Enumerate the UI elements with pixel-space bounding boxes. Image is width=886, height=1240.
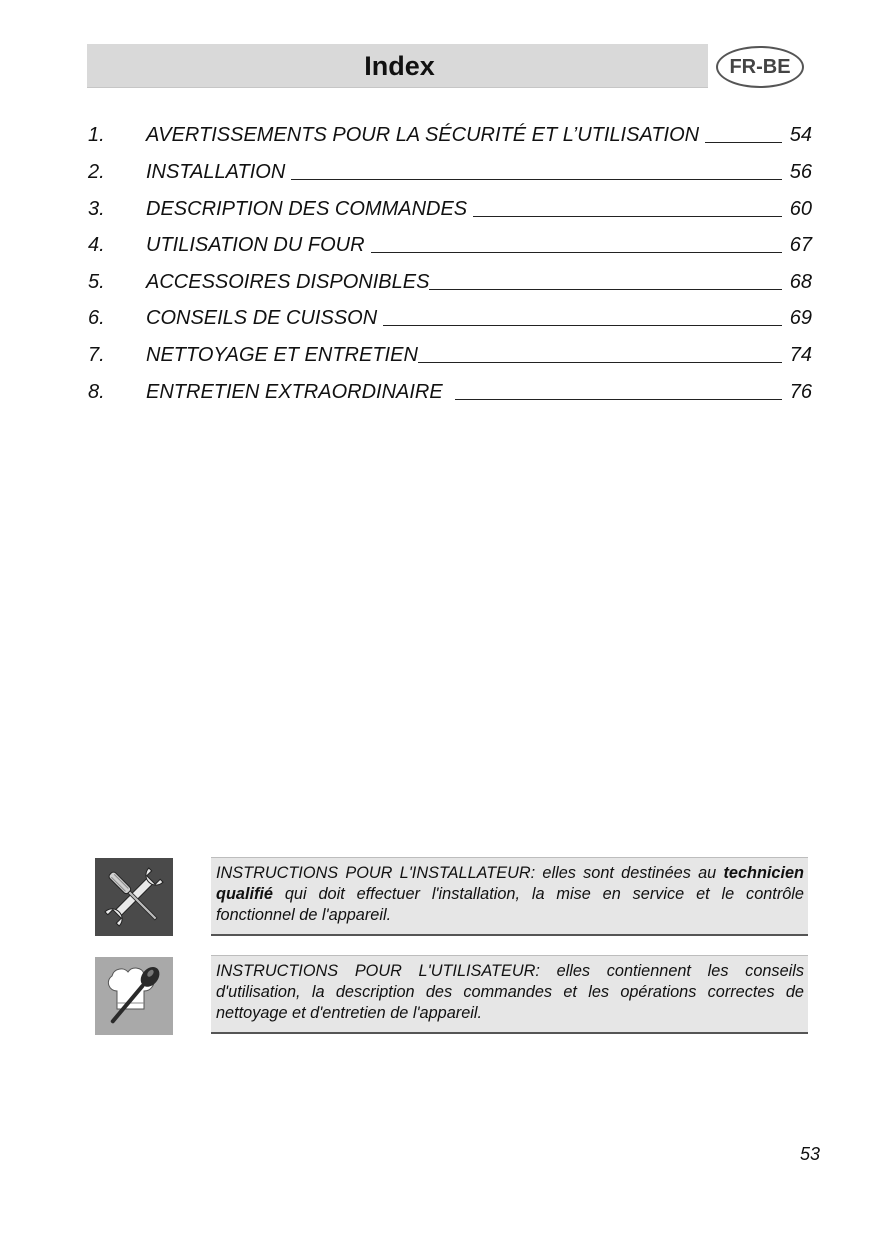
user-instructions-note: INSTRUCTIONS POUR L'UTILISATEUR: elles contiennent les conseils d'utilisation, la description des commandes et les opérations correctes de nettoyage et d'entretien de l'appareil.	[211, 955, 808, 1034]
language-badge: FR-BE	[716, 46, 804, 88]
toc-entry-title: ENTRETIEN EXTRAORDINAIRE	[146, 381, 443, 403]
toc-entry-title: NETTOYAGE ET ENTRETIEN	[146, 344, 418, 366]
tools-icon	[95, 858, 173, 936]
spoon-chef-hat-icon	[95, 957, 173, 1035]
installer-instructions-note	[211, 857, 808, 936]
toc-entry-5[interactable]	[88, 268, 812, 296]
toc-entry-number: 4.	[88, 234, 105, 256]
toc-entry-7[interactable]	[88, 341, 812, 369]
installer-note-suffix: qui doit effectuer l'installation, la mise en service et le contrôle fonctionnel de l'appareil.	[216, 885, 804, 924]
toc-entry-page: 56	[789, 161, 812, 183]
page-title: Index	[364, 50, 435, 81]
toc-entry-6[interactable]	[88, 304, 812, 332]
toc-entry-title: AVERTISSEMENTS POUR LA SÉCURITÉ ET L’UTILISATION	[146, 124, 700, 146]
toc-entry-page: 68	[789, 271, 812, 293]
toc-entry-page: 74	[789, 344, 812, 366]
toc-entry-page: 54	[789, 124, 812, 146]
toc-entry-number: 5.	[88, 271, 105, 293]
toc-entry-title: INSTALLATION	[146, 161, 286, 183]
toc-leader-line	[455, 399, 782, 400]
toc-entry-number: 7.	[88, 344, 105, 366]
toc-entry-title: ACCESSOIRES DISPONIBLES	[146, 271, 430, 293]
toc-entry-page: 60	[789, 198, 812, 220]
toc-entry-3[interactable]	[88, 195, 812, 223]
toc-leader-line	[371, 252, 782, 253]
toc-entry-title: UTILISATION DU FOUR	[146, 234, 365, 256]
toc-entry-number: 8.	[88, 381, 105, 403]
toc-entry-page: 69	[789, 307, 812, 329]
toc-entry-title: CONSEILS DE CUISSON	[146, 307, 378, 329]
toc-leader-line	[291, 179, 781, 180]
toc-leader-line	[383, 325, 782, 326]
toc-entry-page: 76	[789, 381, 812, 403]
toc-entry-4[interactable]	[88, 231, 812, 259]
toc-entry-number: 2.	[88, 161, 105, 183]
toc-leader-line	[705, 142, 782, 143]
toc-entry-2[interactable]	[88, 158, 812, 186]
header-bar	[87, 44, 708, 88]
installer-note-prefix: INSTRUCTIONS POUR L'INSTALLATEUR: elles sont destinées au	[216, 864, 717, 882]
toc-entry-page: 67	[789, 234, 812, 256]
page-number: 53	[799, 1144, 820, 1164]
toc-entry-title: DESCRIPTION DES COMMANDES	[146, 198, 468, 220]
toc-leader-line	[418, 362, 782, 363]
toc-entry-number: 6.	[88, 307, 105, 329]
toc-entry-number: 1.	[88, 124, 105, 146]
toc-entry-number: 3.	[88, 198, 105, 220]
toc-entry-8[interactable]	[88, 378, 812, 406]
toc-leader-line	[473, 216, 782, 217]
toc-entry-1[interactable]	[88, 121, 812, 149]
toc-leader-line	[429, 289, 781, 290]
installer-note-bold: technicien qualifié	[216, 864, 804, 903]
